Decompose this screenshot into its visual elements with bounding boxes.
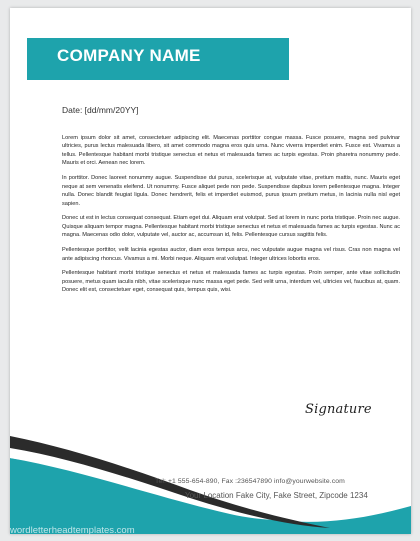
company-name: COMPANY NAME — [57, 46, 201, 65]
address-line: Your Location Fake City, Fake Street, Zipcode 1234 — [185, 491, 368, 500]
body-paragraph: Donec ut est in lectus consequat consequat. Etiam eget dui. Aliquam erat volutpat. Sed at lorem in nunc porta tristique. Proin nec augue. Quisque aliquam tempor magna. Pellentesque habitant morbi tristique senectus et netus et malesuada fames ac turpis egestas. Nunc ac magna. Maecenas odio dolor, vulputate vel, auctor ac, accumsan id, felis. Pellentesque cursus sagittis felis. — [62, 215, 400, 239]
signature: Signature — [305, 402, 372, 417]
letterhead-page — [10, 8, 411, 534]
body-paragraph: Lorem ipsum dolor sit amet, consectetuer adipiscing elit. Maecenas porttitor congue massa. Fusce posuere, magna sed pulvinar ultricies, purus lectus malesuada libero, sit amet commodo magna eros quis urna. Nunc viverra imperdiet enim. Fusce est. Vivamus a tellus. Pellentesque habitant morbi tristique senectus et netus et malesuada fames ac turpis egestas. Proin pharetra nonummy pede. Mauris et orci. Aenean nec lorem. — [62, 135, 400, 167]
footer-wave-decoration — [10, 8, 411, 534]
body-paragraph: Pellentesque habitant morbi tristique senectus et netus et malesuada fames ac turpis egestas. Proin semper, ante vitae sollicitudin posuere, metus quam iaculis nibh, vitae scelerisque nunc massa eget pede. Sed velit urna, interdum vel, ultricies vel, faucibus at, quam. Donec elit est, consectetuer eget, consequat quis, tempus quis, wisi. — [62, 270, 400, 294]
contact-line: Tel: +1 555-654-890, Fax :236547890 info@yourwebsite.com — [155, 478, 345, 485]
body-paragraph: Pellentesque porttitor, velit lacinia egestas auctor, diam eros tempus arcu, nec vulputate augue magna vel risus. Cras non magna vel ante adipiscing rhoncus. Vivamus a mi. Morbi neque. Aliquam erat volutpat. Integer ultrices lobortis eros. — [62, 247, 400, 262]
date-line: Date: [dd/mm/20YY] — [62, 105, 139, 115]
watermark: wordletterheadtemplates.com — [10, 525, 135, 536]
body-paragraph: In porttitor. Donec laoreet nonummy augue. Suspendisse dui purus, scelerisque at, vulputate vitae, pretium mattis, nunc. Mauris eget neque at sem venenatis eleifend. Ut nonummy. Fusce aliquet pede non pede. Suspendisse dapibus lorem pellentesque magna. Integer nulla. Donec blandit feugiat ligula. Donec hendrerit, felis et imperdiet euismod, purus ipsum pretium metus, in lacinia nulla nisl eget sapien. — [62, 175, 400, 207]
